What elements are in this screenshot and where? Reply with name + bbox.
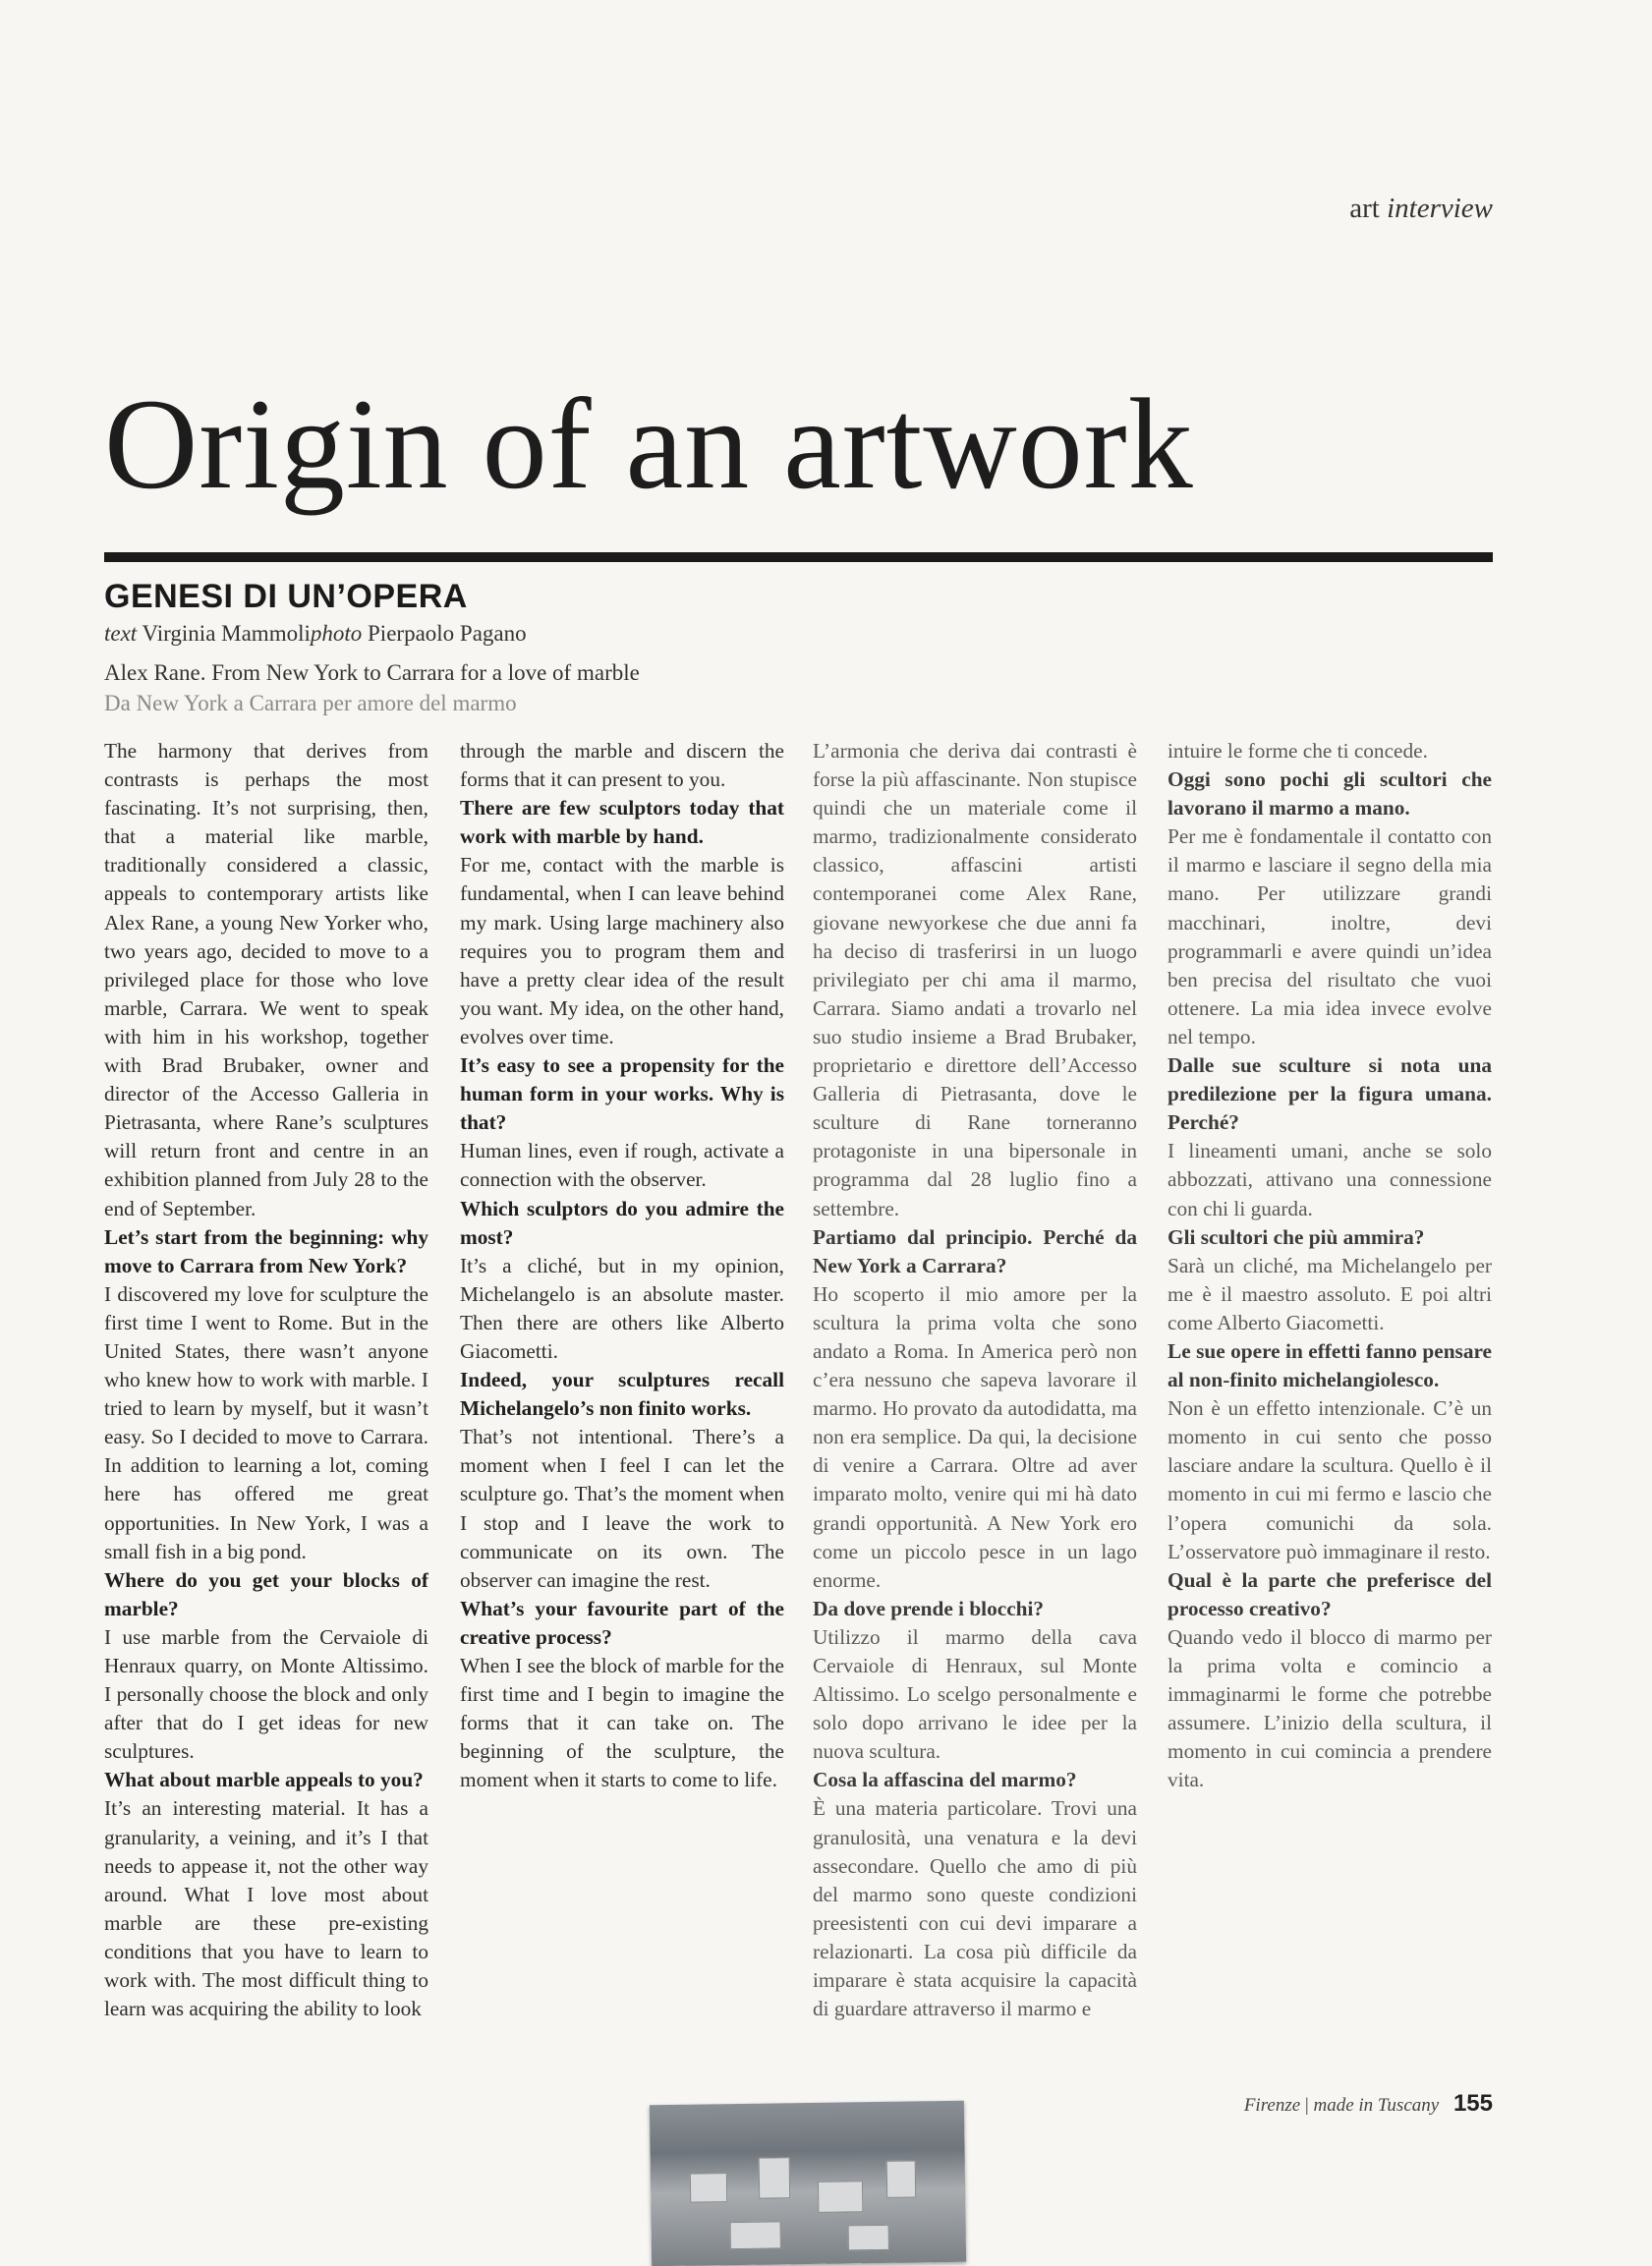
interview-question: There are few sculptors today that work with marble by hand.: [460, 796, 784, 849]
page-number: 155: [1453, 2090, 1493, 2117]
footer-separator: |: [1304, 2095, 1309, 2116]
interview-question: Which sculptors do you admire the most?: [460, 1196, 784, 1249]
credits-photo-label: photo: [310, 621, 363, 646]
interview-answer: I use marble from the Cervaiole di Henraux quarry, on Monte Altissimo. I personally choose the block and only after that do I get ideas for new sculptures.: [104, 1624, 428, 1764]
interview-question: Cosa la affascina del marmo?: [813, 1768, 1077, 1792]
interview-answer: Sarà un cliché, ma Michelangelo per me è il maestro assoluto. E poi altri come Alberto Giacometti.: [1168, 1253, 1492, 1334]
article-title: Origin of an artwork: [104, 371, 1194, 516]
credits-photographer: Pierpaolo Pagano: [368, 621, 527, 646]
interview-question: Da dove prende i blocchi?: [813, 1596, 1045, 1620]
article-subtitle: GENESI DI UN’OPERA: [104, 578, 468, 615]
interview-question: It’s easy to see a propensity for the human form in your works. Why is that?: [460, 1053, 784, 1135]
interview-question: Dalle sue sculture si nota una predilezione per la figura umana. Perché?: [1168, 1053, 1492, 1135]
lead-english: Alex Rane. From New York to Carrara for a love of marble: [104, 660, 640, 685]
credits-text-label: text: [104, 621, 138, 646]
interview-answer: Human lines, even if rough, activate a connection with the observer.: [460, 1139, 784, 1192]
english-column-2: [460, 737, 784, 2044]
intro-paragraph: L’armonia che deriva dai contrasti è forse la più affascinante. Non stupisce quindi che un materiale come il marmo, tradizionalmente considerato classico, affascini artisti contemporanei come Alex Rane, giovane newyorkese che due anni fa ha deciso di trasferirsi in un luogo privilegiato per chi ama il marmo, Carrara. Siamo andati a trovarlo nel suo studio insieme a Brad Brubaker, proprietario e direttore dell’Accesso Galleria di Pietrasanta, dove le sculture di Rane torneranno protagoniste in una bipersonale in programma dal 28 luglio fino a settembre.: [813, 739, 1137, 1220]
intro-paragraph: The harmony that derives from contrasts is perhaps the most fascinating. It’s not surprising, then, that a material like marble, traditionally considered a classic, appeals to contemporary artists like Alex Rane, a young New Yorker who, two years ago, decided to move to a privileged place for those who love marble, Carrara. We went to speak with him in his workshop, together with Brad Brubaker, owner and director of the Accesso Galleria in Pietrasanta, where Rane’s sculptures will return front and centre in an exhibition planned from July 28 to the end of September.: [104, 739, 428, 1220]
credits: [104, 621, 527, 647]
interview-answer: I lineamenti umani, anche se solo abbozzati, attivano una connessione con chi li guarda.: [1168, 1139, 1492, 1220]
interview-question: Where do you get your blocks of marble?: [104, 1567, 428, 1620]
footer-magazine: made in Tuscany: [1313, 2095, 1440, 2116]
sculpture-photo: [650, 2101, 966, 2266]
italian-column-1: [813, 737, 1137, 2044]
interview-question: Oggi sono pochi gli scultori che lavorano il marmo a mano.: [1168, 767, 1492, 821]
interview-answer: Non è un effetto intenzionale. C’è un momento in cui sento che posso lasciare andare la scultura. Quello è il momento in cui mi fermo e lascio che l’opera comunichi da sola. L’osservatore può immaginare il resto.: [1168, 1396, 1492, 1563]
title-rule: [104, 552, 1493, 562]
interview-answer: Quando vedo il blocco di marmo per la prima volta e comincio a immaginarmi le forme che potrebbe assumere. L’inizio della scultura, il momento in cui comincia a prendere vita.: [1168, 1624, 1492, 1792]
section-tag-strong: art: [1349, 193, 1380, 224]
section-tag: [1349, 193, 1493, 225]
interview-answer: I discovered my love for sculpture the first time I went to Rome. But in the United States, there wasn’t anyone who knew how to work with marble. I tried to learn by myself, but it wasn’t easy. So I decided to move to Carrara. In addition to learning a lot, coming here has offered me great opportunities. In New York, I was a small fish in a big pond.: [104, 1281, 428, 1563]
interview-question: Partiamo dal principio. Perché da New York a Carrara?: [813, 1224, 1137, 1277]
section-tag-em: interview: [1387, 193, 1493, 224]
english-column-1: [104, 737, 428, 2044]
credits-author: Virginia Mammoli: [142, 621, 311, 646]
interview-answer: It’s an interesting material. It has a granularity, a veining, and it’s I that needs to appease it, not the other way around. What I love most about marble are these pre-existing conditions that you have to learn to work with. The most difficult thing to learn was acquiring the ability to look: [104, 1796, 428, 2021]
interview-question: What’s your favourite part of the creative process?: [460, 1596, 784, 1649]
interview-answer: È una materia particolare. Trovi una granulosità, una venatura e la devi assecondare. Quello che amo di più del marmo sono queste condizioni preesistenti con cui devi imparare a relazionarti. La cosa più difficile da imparare è stata acquisire la capacità di guardare attraverso il marmo e: [813, 1796, 1137, 2021]
page-footer: [1244, 2090, 1493, 2118]
interview-answer: intuire le forme che ti concede.: [1168, 739, 1428, 763]
interview-answer: Per me è fondamentale il contatto con il marmo e lasciare il segno della mia mano. Per utilizzare grandi macchinari, inoltre, devi programmarli e avere quindi un’idea ben precisa del risultato che vuoi ottenere. La mia idea invece evolve nel tempo.: [1168, 824, 1492, 1048]
interview-answer: Utilizzo il marmo della cava Cervaiole di Henraux, sul Monte Altissimo. Lo scelgo personalmente e solo dopo arrivano le idee per la nuova scultura.: [813, 1624, 1137, 1764]
interview-answer: Ho scoperto il mio amore per la scultura la prima volta che sono andato a Roma. In America però non c’era nessuno che sapeva lavorare il marmo. Ho provato da autodidatta, ma non era semplice. Da qui, la decisione di venire a Carrara. Oltre ad aver imparato molto, venire qui mi hà dato grandi opportunità. A New York ero come un piccolo pesce in un lago enorme.: [813, 1281, 1137, 1592]
interview-answer: It’s a cliché, but in my opinion, Michelangelo is an absolute master. Then there are others like Alberto Giacometti.: [460, 1253, 784, 1363]
interview-answer: When I see the block of marble for the first time and I begin to imagine the forms that it can take on. The beginning of the sculpture, the moment when it starts to come to life.: [460, 1654, 784, 1792]
interview-question: What about marble appeals to you?: [104, 1768, 424, 1792]
interview-answer: That’s not intentional. There’s a moment when I feel I can let the sculpture go. That’s the moment when I stop and I leave the work to communicate on its own. The observer can imagine the rest.: [460, 1425, 784, 1592]
interview-question: Let’s start from the beginning: why move to Carrara from New York?: [104, 1224, 428, 1277]
interview-question: Qual è la parte che preferisce del processo creativo?: [1168, 1567, 1492, 1620]
interview-question: Indeed, your sculptures recall Michelangelo’s non finito works.: [460, 1368, 784, 1421]
interview-question: Le sue opere in effetti fanno pensare al non-finito michelangiolesco.: [1168, 1338, 1492, 1392]
footer-city: Firenze: [1243, 2095, 1301, 2116]
interview-answer: For me, contact with the marble is fundamental, when I can leave behind my mark. Using large machinery also requires you to program them and have a pretty clear idea of the result you want. My idea, on the other hand, evolves over time.: [460, 853, 784, 1048]
lead-italian: Da New York a Carrara per amore del marmo: [104, 691, 517, 715]
interview-question: Gli scultori che più ammira?: [1168, 1224, 1425, 1249]
italian-column-2: [1168, 737, 1492, 2044]
interview-answer: through the marble and discern the forms that it can present to you.: [460, 739, 784, 792]
